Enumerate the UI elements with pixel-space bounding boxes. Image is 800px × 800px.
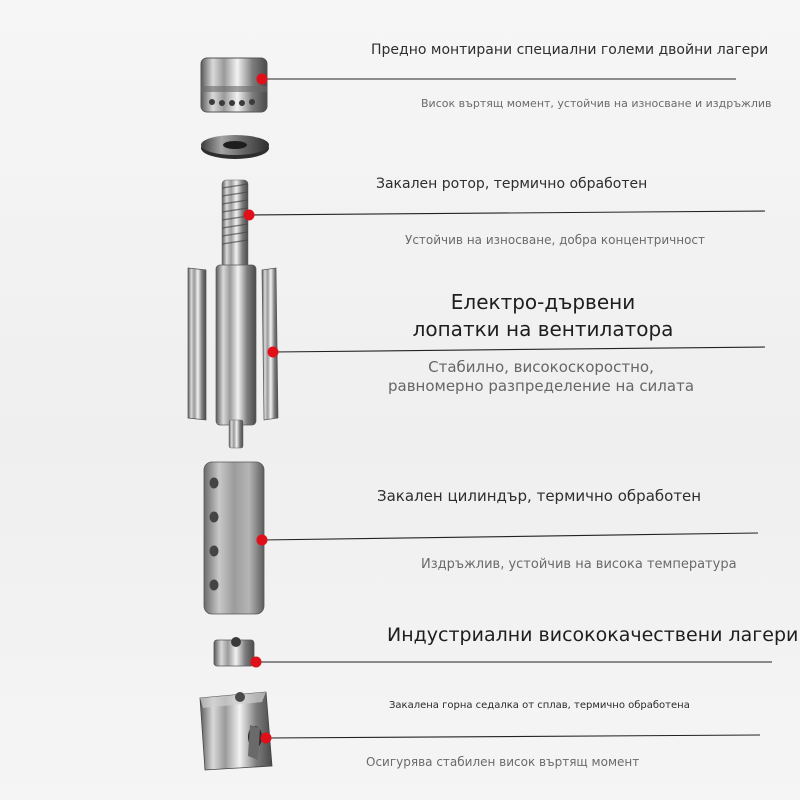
callout-dot-3 [268,347,279,358]
callout-dot-6 [261,733,272,744]
callout-4-title: Закален цилиндър, термично обработен [377,487,702,505]
callout-1-title: Предно монтирани специални големи двойни лагери [371,42,769,58]
callout-3-subtitle-line-1: Стабилно, високоскоростно, [428,358,654,376]
rotor-part [188,180,278,448]
callout-5-title: Индустриални висококачествени лагери [387,624,799,646]
callout-6-subtitle: Осигурява стабилен висок въртящ момент [366,755,640,769]
callout-3-title-line-2: лопатки на вентилатора [412,317,674,341]
callout-2-subtitle: Устойчив на износване, добра концентричност [405,233,706,247]
leader-line-3 [273,347,765,352]
callout-3-title-line-1: Електро-дървени [450,290,636,314]
cylinder-part [204,462,264,614]
leader-line-6 [266,735,760,738]
callout-3-subtitle-line-2: равномерно разпределение на силата [387,377,695,395]
leader-line-4 [262,533,758,540]
callout-dot-1 [257,74,268,85]
callout-2-title: Закален ротор, термично обработен [376,176,648,192]
industrial-bearing-part [214,637,254,666]
alloy-seat-part [200,692,272,770]
callout-6-title: Закалена горна седалка от сплав, термично обработена [389,700,690,711]
callout-1-subtitle: Висок въртящ момент, устойчив на износване и издръжлив [421,97,772,110]
leader-line-2 [249,211,765,215]
callout-dot-2 [244,210,255,221]
callout-4-subtitle: Издръжлив, устойчив на висока температура [421,557,737,572]
double-bearing-part [201,58,267,112]
callout-dot-5 [251,657,262,668]
callout-dot-4 [257,535,268,546]
bearing-seal-part [201,135,269,159]
